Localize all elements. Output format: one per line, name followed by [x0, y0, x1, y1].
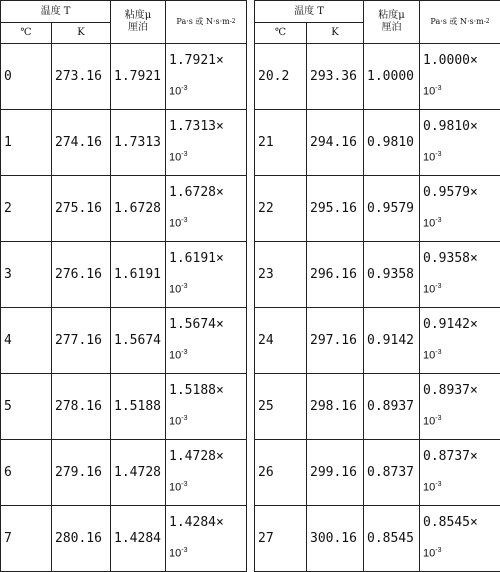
- kelvin-cell: 273.16: [52, 44, 111, 110]
- si-mantissa: 1.5674×: [169, 317, 224, 332]
- header-row: [1, 1, 247, 23]
- viscosity-si-cell: [166, 110, 247, 176]
- si-exponent-base: 10: [169, 548, 181, 560]
- si-mantissa: 1.4284×: [169, 515, 224, 530]
- viscosity-cp-cell: 0.8737: [364, 440, 420, 506]
- si-exponent-power: -3: [181, 217, 187, 224]
- viscosity-label: 粘度μ: [378, 10, 405, 21]
- viscosity-si-cell: [420, 440, 500, 506]
- si-exponent-base: 10: [423, 218, 435, 230]
- celsius-cell: 2: [1, 176, 52, 242]
- kelvin-cell: 300.16: [307, 506, 364, 572]
- si-exponent: [169, 471, 246, 502]
- viscosity-cp-header: [364, 1, 420, 44]
- si-exponent-base: 10: [423, 416, 435, 428]
- celsius-cell: 22: [255, 176, 307, 242]
- si-exponent-base: 10: [169, 284, 181, 296]
- si-exponent-base: 10: [423, 548, 435, 560]
- viscosity-cp-header: [111, 1, 166, 44]
- si-exponent: [423, 141, 500, 172]
- kelvin-cell: 275.16: [52, 176, 111, 242]
- si-mantissa: 1.6728×: [169, 185, 224, 200]
- temperature-header: 温度 T: [255, 1, 364, 23]
- viscosity-si-cell: [420, 110, 500, 176]
- si-mantissa: 0.8737×: [423, 449, 478, 464]
- kelvin-cell: 297.16: [307, 308, 364, 374]
- table-row: [255, 374, 500, 440]
- table-row: [1, 176, 247, 242]
- si-exponent-base: 10: [169, 416, 181, 428]
- celsius-cell: 0: [1, 44, 52, 110]
- viscosity-si-cell: [420, 44, 500, 110]
- si-exponent-power: -3: [181, 349, 187, 356]
- kelvin-cell: 276.16: [52, 242, 111, 308]
- si-exponent-power: -3: [181, 151, 187, 158]
- celsius-cell: 21: [255, 110, 307, 176]
- viscosity-si-header: [420, 1, 500, 44]
- si-exponent-base: 10: [423, 86, 435, 98]
- si-exponent-power: -3: [435, 283, 441, 290]
- si-exponent-base: 10: [423, 482, 435, 494]
- viscosity-cp-cell: 0.9142: [364, 308, 420, 374]
- celsius-cell: 20.2: [255, 44, 307, 110]
- celsius-cell: 23: [255, 242, 307, 308]
- si-exponent-power: -3: [435, 151, 441, 158]
- si-mantissa: 0.9579×: [423, 185, 478, 200]
- table-row: [255, 308, 500, 374]
- table-row: [255, 176, 500, 242]
- table-row: [255, 44, 500, 110]
- si-exponent: [169, 75, 246, 106]
- si-exponent-power: -3: [435, 547, 441, 554]
- viscosity-cp-cell: 0.9579: [364, 176, 420, 242]
- si-exponent-base: 10: [169, 86, 181, 98]
- viscosity-cp-cell: 1.4284: [111, 506, 166, 572]
- kelvin-cell: 293.36: [307, 44, 364, 110]
- viscosity-cp-cell: 1.0000: [364, 44, 420, 110]
- viscosity-cp-cell: 1.6191: [111, 242, 166, 308]
- si-exponent-base: 10: [423, 284, 435, 296]
- table-row: [1, 110, 247, 176]
- si-exponent: [423, 75, 500, 106]
- kelvin-cell: 278.16: [52, 374, 111, 440]
- celsius-cell: 1: [1, 110, 52, 176]
- temperature-header: 温度 T: [1, 1, 111, 23]
- si-mantissa: 0.9142×: [423, 317, 478, 332]
- table-row: [1, 242, 247, 308]
- si-exponent: [423, 207, 500, 238]
- viscosity-si-cell: [166, 374, 247, 440]
- celsius-header: ℃: [255, 23, 307, 44]
- table-row: [1, 374, 247, 440]
- viscosity-table-right: [254, 0, 500, 572]
- si-exponent: [169, 405, 246, 436]
- table-row: [255, 110, 500, 176]
- si-exponent-base: 10: [169, 152, 181, 164]
- si-exponent: [169, 141, 246, 172]
- kelvin-cell: 295.16: [307, 176, 364, 242]
- si-mantissa: 0.8545×: [423, 515, 478, 530]
- si-exponent-base: 10: [423, 350, 435, 362]
- header-row: [255, 1, 500, 23]
- table-row: [1, 506, 247, 572]
- si-exponent: [169, 339, 246, 370]
- si-exponent-power: -3: [181, 415, 187, 422]
- si-exponent-power: -3: [181, 481, 187, 488]
- celsius-cell: 27: [255, 506, 307, 572]
- si-unit-label: Pa·s 或 N·s·m: [430, 17, 483, 26]
- viscosity-si-cell: [420, 242, 500, 308]
- right-table-body: [255, 44, 500, 572]
- viscosity-si-cell: [166, 506, 247, 572]
- table-row: [1, 308, 247, 374]
- si-unit-label: Pa·s 或 N·s·m: [176, 17, 229, 26]
- si-exponent-base: 10: [169, 350, 181, 362]
- si-exponent-power: -3: [435, 415, 441, 422]
- si-exponent: [169, 273, 246, 304]
- celsius-cell: 4: [1, 308, 52, 374]
- kelvin-header: K: [307, 23, 364, 44]
- table-row: [1, 44, 247, 110]
- celsius-header: ℃: [1, 23, 52, 44]
- viscosity-cp-cell: 1.4728: [111, 440, 166, 506]
- viscosity-si-cell: [420, 506, 500, 572]
- viscosity-cp-cell: 0.8937: [364, 374, 420, 440]
- kelvin-cell: 294.16: [307, 110, 364, 176]
- table-row: [255, 440, 500, 506]
- kelvin-cell: 280.16: [52, 506, 111, 572]
- kelvin-cell: 296.16: [307, 242, 364, 308]
- viscosity-si-cell: [420, 308, 500, 374]
- si-mantissa: 0.9358×: [423, 251, 478, 266]
- kelvin-cell: 277.16: [52, 308, 111, 374]
- viscosity-cp-cell: 0.9358: [364, 242, 420, 308]
- viscosity-cp-cell: 1.7921: [111, 44, 166, 110]
- si-mantissa: 1.0000×: [423, 53, 478, 68]
- si-mantissa: 1.6191×: [169, 251, 224, 266]
- si-exponent-base: 10: [169, 218, 181, 230]
- viscosity-si-cell: [166, 308, 247, 374]
- left-table-body: [1, 44, 247, 572]
- si-exponent-base: 10: [423, 152, 435, 164]
- celsius-cell: 7: [1, 506, 52, 572]
- kelvin-cell: 299.16: [307, 440, 364, 506]
- viscosity-cp-cell: 1.5188: [111, 374, 166, 440]
- celsius-cell: 6: [1, 440, 52, 506]
- celsius-cell: 3: [1, 242, 52, 308]
- viscosity-si-cell: [166, 176, 247, 242]
- viscosity-cp-cell: 0.8545: [364, 506, 420, 572]
- si-exponent-power: -3: [435, 217, 441, 224]
- viscosity-cp-cell: 1.7313: [111, 110, 166, 176]
- si-exponent: [423, 339, 500, 370]
- celsius-cell: 24: [255, 308, 307, 374]
- si-mantissa: 0.9810×: [423, 119, 478, 134]
- kelvin-cell: 298.16: [307, 374, 364, 440]
- viscosity-si-cell: [420, 374, 500, 440]
- si-mantissa: 1.4728×: [169, 449, 224, 464]
- table-row: [255, 242, 500, 308]
- celsius-cell: 25: [255, 374, 307, 440]
- si-unit-exponent: -2: [484, 18, 490, 25]
- si-mantissa: 1.5188×: [169, 383, 224, 398]
- si-mantissa: 1.7313×: [169, 119, 224, 134]
- viscosity-si-cell: [166, 440, 247, 506]
- viscosity-cp-cell: 0.9810: [364, 110, 420, 176]
- table-row: [1, 440, 247, 506]
- si-exponent-power: -3: [435, 85, 441, 92]
- celsius-cell: 26: [255, 440, 307, 506]
- viscosity-table-left: [0, 0, 247, 572]
- si-exponent-power: -3: [181, 85, 187, 92]
- si-exponent: [423, 537, 500, 568]
- si-exponent-power: -3: [181, 547, 187, 554]
- si-exponent-power: -3: [181, 283, 187, 290]
- viscosity-cp-cell: 1.5674: [111, 308, 166, 374]
- table-row: [255, 506, 500, 572]
- si-mantissa: 0.8937×: [423, 383, 478, 398]
- viscosity-si-cell: [166, 44, 247, 110]
- viscosity-label: 粘度μ: [125, 10, 152, 21]
- viscosity-si-cell: [420, 176, 500, 242]
- si-exponent: [169, 207, 246, 238]
- si-exponent-power: -3: [435, 349, 441, 356]
- si-unit-exponent: -2: [230, 18, 236, 25]
- kelvin-cell: 274.16: [52, 110, 111, 176]
- kelvin-header: K: [52, 23, 111, 44]
- si-exponent-base: 10: [169, 482, 181, 494]
- viscosity-si-header: [166, 1, 247, 44]
- si-exponent-power: -3: [435, 481, 441, 488]
- si-exponent: [169, 537, 246, 568]
- viscosity-si-cell: [166, 242, 247, 308]
- si-exponent: [423, 405, 500, 436]
- viscosity-cp-cell: 1.6728: [111, 176, 166, 242]
- kelvin-cell: 279.16: [52, 440, 111, 506]
- centipoise-label: 厘泊: [128, 22, 148, 33]
- si-exponent: [423, 273, 500, 304]
- celsius-cell: 5: [1, 374, 52, 440]
- si-mantissa: 1.7921×: [169, 53, 224, 68]
- si-exponent: [423, 471, 500, 502]
- centipoise-label: 厘泊: [382, 22, 402, 33]
